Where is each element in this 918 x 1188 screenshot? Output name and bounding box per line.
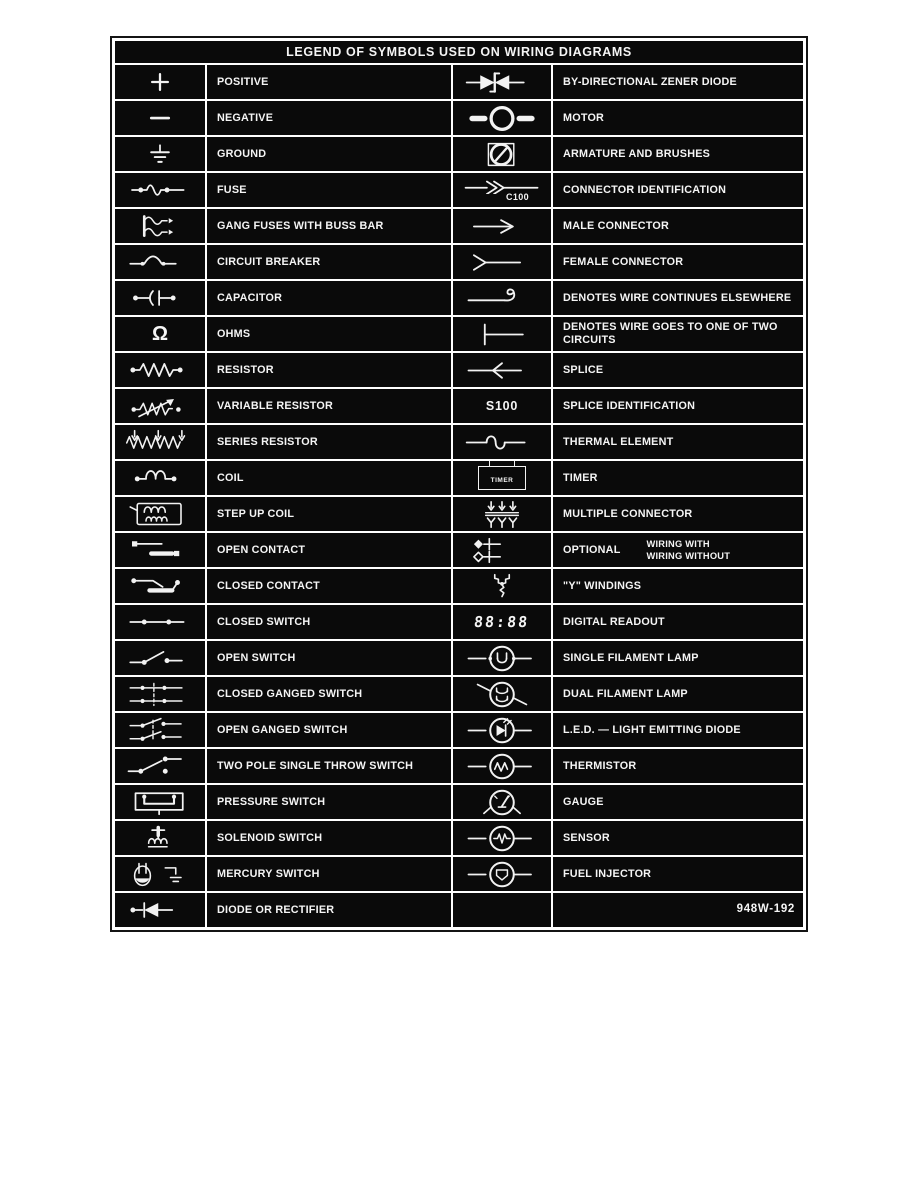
left-symbol-cell [115, 245, 205, 279]
right-symbol-cell [453, 857, 551, 891]
symbol-sublabel: WIRING WITH [646, 538, 710, 549]
symbol-label: DENOTES WIRE GOES TO ONE OF TWO CIRCUITS [563, 321, 778, 346]
right-symbol-cell [453, 749, 551, 783]
symbol-label: "Y" WINDINGS [563, 579, 642, 592]
left-label-cell [207, 425, 451, 459]
symbol-label: OPTIONAL [563, 543, 621, 556]
right-symbol-cell [453, 425, 551, 459]
left-label-cell [207, 209, 451, 243]
zener-diode-icon [461, 68, 543, 97]
right-label-cell [553, 893, 803, 927]
right-symbol-cell [453, 533, 551, 567]
y-windings-icon [461, 572, 543, 601]
left-symbol-cell [115, 821, 205, 855]
symbol-label: TWO POLE SINGLE THROW SWITCH [217, 759, 414, 772]
left-label-cell [207, 173, 451, 207]
open-contact-icon [122, 536, 198, 564]
female-connector-icon [461, 248, 543, 277]
left-symbol-cell [115, 893, 205, 927]
ground-icon [122, 140, 198, 168]
symbol-label: FUEL INJECTOR [563, 867, 652, 880]
symbol-label: SENSOR [563, 831, 610, 844]
symbol-label: DENOTES WIRE CONTINUES ELSEWHERE [563, 291, 792, 304]
symbol-label: STEP UP COIL [217, 507, 295, 520]
left-label-cell [207, 101, 451, 135]
solenoid-switch-icon [122, 824, 198, 852]
left-symbol-cell [115, 641, 205, 675]
variable-resistor-icon [122, 392, 198, 420]
right-label-cell [553, 353, 803, 387]
fuse-icon [122, 176, 198, 204]
right-label-cell [553, 713, 803, 747]
legend-title: LEGEND OF SYMBOLS USED ON WIRING DIAGRAMS [115, 41, 803, 63]
left-symbol-cell [115, 749, 205, 783]
left-symbol-cell [115, 353, 205, 387]
right-symbol-cell [453, 137, 551, 171]
left-label-cell [207, 65, 451, 99]
positive-icon [122, 68, 198, 96]
left-symbol-cell [115, 137, 205, 171]
wire-continues-icon [461, 284, 543, 313]
symbol-label: SPLICE [563, 363, 604, 376]
symbol-label: CLOSED GANGED SWITCH [217, 687, 363, 700]
right-symbol-cell [453, 893, 551, 927]
right-symbol-cell [453, 317, 551, 351]
right-label-cell [553, 425, 803, 459]
left-label-cell [207, 533, 451, 567]
splice-id-icon [486, 399, 518, 413]
negative-icon [122, 104, 198, 132]
symbol-label: THERMISTOR [563, 759, 637, 772]
closed-ganged-switch-icon [122, 680, 198, 708]
right-symbol-cell [453, 245, 551, 279]
mercury-switch-icon [122, 860, 198, 888]
left-label-cell [207, 749, 451, 783]
right-label-cell [553, 461, 803, 495]
armature-icon [461, 140, 543, 169]
symbol-label: CAPACITOR [217, 291, 283, 304]
circuit-breaker-icon [122, 248, 198, 276]
male-connector-icon [461, 212, 543, 241]
symbol-label: MALE CONNECTOR [563, 219, 669, 232]
symbol-label: DIODE OR RECTIFIER [217, 903, 335, 916]
symbol-label: L.E.D. — LIGHT EMITTING DIODE [563, 723, 741, 736]
right-label-cell [553, 857, 803, 891]
symbol-label: MULTIPLE CONNECTOR [563, 507, 693, 520]
legend-table-frame [110, 36, 808, 932]
left-label-cell [207, 137, 451, 171]
left-label-cell [207, 821, 451, 855]
capacitor-icon [122, 284, 198, 312]
symbol-label: OPEN CONTACT [217, 543, 306, 556]
right-label-cell [553, 641, 803, 675]
left-symbol-cell [115, 605, 205, 639]
legend-table [115, 41, 803, 927]
right-label-cell [553, 569, 803, 603]
gauge-icon [461, 788, 543, 817]
left-symbol-cell [115, 425, 205, 459]
right-label-cell [553, 137, 803, 171]
left-label-cell [207, 857, 451, 891]
right-label-cell [553, 245, 803, 279]
symbol-label: MERCURY SWITCH [217, 867, 320, 880]
right-label-cell [553, 497, 803, 531]
symbol-label: POSITIVE [217, 75, 269, 88]
left-symbol-cell [115, 65, 205, 99]
symbol-label: RESISTOR [217, 363, 274, 376]
left-symbol-cell [115, 461, 205, 495]
right-symbol-cell [453, 713, 551, 747]
left-symbol-cell [115, 497, 205, 531]
symbol-label: DIGITAL READOUT [563, 615, 665, 628]
symbol-label: FUSE [217, 183, 247, 196]
left-label-cell [207, 569, 451, 603]
two-circuits-icon [461, 320, 543, 349]
gang-fuses-icon [122, 212, 198, 240]
digital-readout-text: 88:88 [473, 613, 531, 631]
thermal-element-icon [461, 428, 543, 457]
symbol-label: GROUND [217, 147, 267, 160]
left-label-cell [207, 353, 451, 387]
left-label-cell [207, 641, 451, 675]
symbol-label: SPLICE IDENTIFICATION [563, 399, 696, 412]
right-symbol-cell [453, 389, 551, 423]
symbol-label: THERMAL ELEMENT [563, 435, 674, 448]
symbol-label: OPEN GANGED SWITCH [217, 723, 348, 736]
coil-icon [122, 464, 198, 492]
left-symbol-cell [115, 713, 205, 747]
motor-icon [461, 104, 543, 133]
right-symbol-cell [453, 785, 551, 819]
symbol-label: CIRCUIT BREAKER [217, 255, 321, 268]
left-symbol-cell [115, 209, 205, 243]
right-label-cell [553, 605, 803, 639]
right-symbol-cell [453, 101, 551, 135]
connector-id-text: C100 [506, 192, 529, 202]
right-label-cell [553, 65, 803, 99]
symbol-label: CLOSED CONTACT [217, 579, 320, 592]
left-label-cell [207, 497, 451, 531]
symbol-label: BY-DIRECTIONAL ZENER DIODE [563, 75, 737, 88]
left-symbol-cell [115, 317, 205, 351]
dual-filament-lamp-icon [461, 680, 543, 709]
left-label-cell [207, 389, 451, 423]
symbol-label: PRESSURE SWITCH [217, 795, 326, 808]
diode-icon [122, 896, 198, 924]
left-label-cell [207, 281, 451, 315]
symbol-label: SERIES RESISTOR [217, 435, 318, 448]
open-ganged-switch-icon [122, 716, 198, 744]
symbol-label: GANG FUSES WITH BUSS BAR [217, 219, 384, 232]
figure-code: 948W-192 [736, 903, 795, 916]
symbol-label: MOTOR [563, 111, 605, 124]
right-label-cell [553, 209, 803, 243]
pressure-switch-icon [122, 788, 198, 816]
symbol-sublabels [647, 538, 731, 562]
left-symbol-cell [115, 281, 205, 315]
symbol-label: VARIABLE RESISTOR [217, 399, 334, 412]
open-switch-icon [122, 644, 198, 672]
timer-box [478, 466, 527, 490]
left-symbol-cell [115, 389, 205, 423]
two-pole-switch-icon [122, 752, 198, 780]
symbol-label: SOLENOID SWITCH [217, 831, 323, 844]
right-label-cell [553, 389, 803, 423]
left-label-cell [207, 245, 451, 279]
step-up-coil-icon [122, 500, 198, 528]
resistor-icon [122, 356, 198, 384]
fuel-injector-icon [461, 860, 543, 889]
right-label-cell [553, 101, 803, 135]
right-label-cell [553, 281, 803, 315]
connector-id-icon [461, 178, 543, 202]
right-symbol-cell [453, 353, 551, 387]
thermistor-icon [461, 752, 543, 781]
right-label-cell [553, 533, 803, 567]
left-symbol-cell [115, 173, 205, 207]
symbol-label: DUAL FILAMENT LAMP [563, 687, 688, 700]
left-label-cell [207, 893, 451, 927]
right-symbol-cell [453, 821, 551, 855]
symbol-label: TIMER [563, 471, 598, 484]
right-label-cell [553, 317, 803, 351]
closed-contact-icon [122, 572, 198, 600]
left-label-cell [207, 605, 451, 639]
right-symbol-cell [453, 173, 551, 207]
right-symbol-cell [453, 461, 551, 495]
sensor-icon [461, 824, 543, 853]
right-symbol-cell [453, 677, 551, 711]
left-symbol-cell [115, 785, 205, 819]
right-symbol-cell [453, 641, 551, 675]
ohms-icon [152, 324, 168, 344]
symbol-sublabel: WIRING WITHOUT [646, 551, 731, 561]
symbol-label: NEGATIVE [217, 111, 274, 124]
right-symbol-cell [453, 497, 551, 531]
symbol-label: FEMALE CONNECTOR [563, 255, 684, 268]
series-resistor-icon [122, 428, 198, 456]
closed-switch-icon [122, 608, 198, 636]
multiple-connector-icon [461, 500, 543, 529]
timer-text: TIMER [490, 477, 514, 484]
left-label-cell [207, 461, 451, 495]
right-symbol-cell [453, 65, 551, 99]
right-symbol-cell [453, 605, 551, 639]
left-symbol-cell [115, 677, 205, 711]
symbol-label: COIL [217, 471, 244, 484]
optional-icon [461, 536, 543, 565]
left-label-cell [207, 317, 451, 351]
digital-readout-icon [474, 613, 529, 631]
left-symbol-cell [115, 533, 205, 567]
left-symbol-cell [115, 569, 205, 603]
left-label-cell [207, 677, 451, 711]
symbol-label: ARMATURE AND BRUSHES [563, 147, 711, 160]
right-symbol-cell [453, 569, 551, 603]
left-symbol-cell [115, 101, 205, 135]
symbol-label: GAUGE [563, 795, 604, 808]
symbol-label: OHMS [217, 327, 251, 340]
symbol-label: CLOSED SWITCH [217, 615, 311, 628]
symbol-label: OPEN SWITCH [217, 651, 296, 664]
left-label-cell [207, 713, 451, 747]
left-label-cell [207, 785, 451, 819]
symbol-label: SINGLE FILAMENT LAMP [563, 651, 699, 664]
timer-icon [478, 466, 527, 490]
splice-id-text: S100 [485, 399, 519, 413]
ohms-text: Ω [151, 323, 169, 345]
right-label-cell [553, 749, 803, 783]
led-icon [461, 716, 543, 745]
splice-icon [461, 356, 543, 385]
left-symbol-cell [115, 857, 205, 891]
right-label-cell [553, 821, 803, 855]
right-label-cell [553, 785, 803, 819]
right-symbol-cell [453, 281, 551, 315]
right-symbol-cell [453, 209, 551, 243]
right-label-cell [553, 173, 803, 207]
right-label-cell [553, 677, 803, 711]
single-filament-lamp-icon [461, 644, 543, 673]
symbol-label: CONNECTOR IDENTIFICATION [563, 183, 727, 196]
